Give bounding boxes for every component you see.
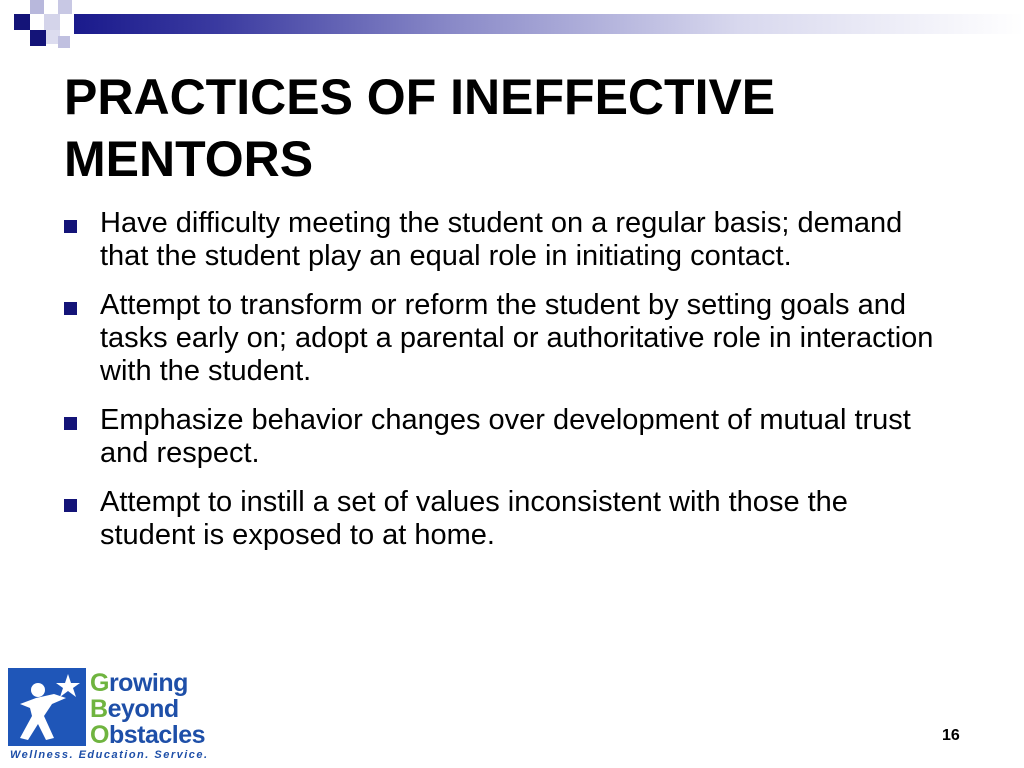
bullet-text: Have difficulty meeting the student on a regular basis; demand that the student play an equal role in initiating contact. [100,207,903,272]
deco-square [30,0,44,14]
corner-decoration [0,0,1024,60]
square-bullet-icon [64,289,100,322]
deco-square [58,0,72,14]
bullet-text: Attempt to instill a set of values inconsistent with those the student is exposed to at home. [100,486,848,551]
deco-square [44,14,60,30]
deco-square [30,30,46,46]
square-bullet-icon [64,207,100,240]
logo-word-growing: Growing [90,669,188,697]
logo-tagline: Wellness. Education. Service. [10,749,209,761]
bullet-list [64,207,944,568]
list-item [64,404,944,470]
logo-emblem-icon [8,668,86,746]
page-number: 16 [942,727,960,744]
list-item [64,207,944,273]
header-gradient-bar [74,14,1024,34]
deco-square [14,14,30,30]
square-bullet-icon [64,404,100,437]
logo-word-beyond: Beyond [90,695,179,723]
square-bullet-icon [64,486,100,519]
deco-square [58,36,70,48]
growing-beyond-obstacles-logo [8,656,228,764]
bullet-text: Emphasize behavior changes over development of mutual trust and respect. [100,404,911,469]
list-item [64,289,944,388]
slide-title: PRACTICES OF INEFFECTIVE MENTORS [64,69,776,187]
logo-word-obstacles: Obstacles [90,721,206,749]
list-item [64,486,944,552]
bullet-text: Attempt to transform or reform the student by setting goals and tasks early on; adopt a parental or authoritative role in interaction with the student. [100,289,934,387]
